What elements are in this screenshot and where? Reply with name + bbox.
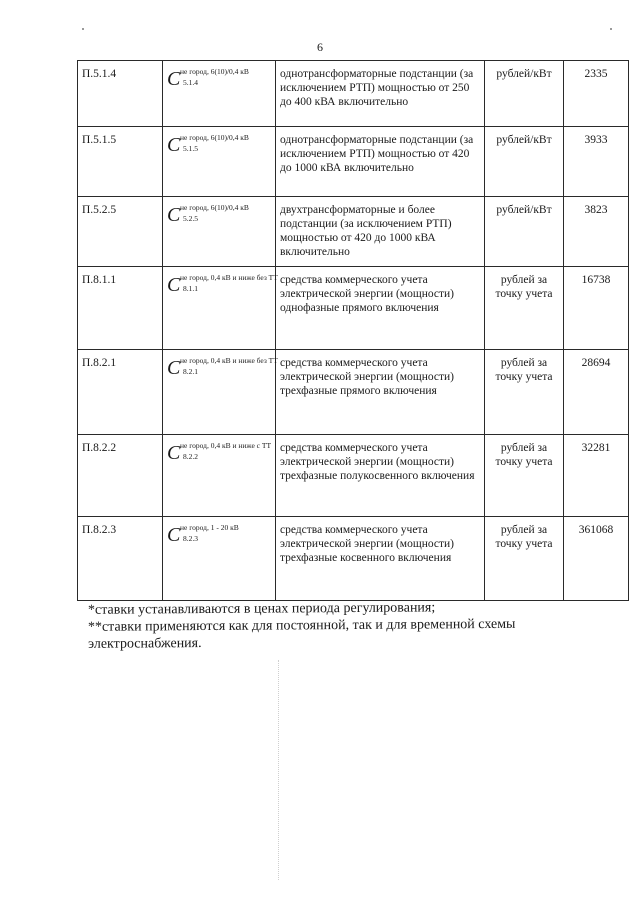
row-unit: рублей/кВт [485, 127, 564, 197]
footnotes [88, 600, 608, 651]
formula-symbol: C [167, 204, 181, 226]
formula-symbol: C [167, 134, 181, 156]
row-code: П.5.1.5 [78, 127, 163, 197]
row-code: П.5.1.4 [78, 61, 163, 127]
formula-superscript: не город, 0,4 кВ и ниже без ТТ [180, 273, 278, 282]
row-description: однотрансформаторные подстанции (за исключением РТП) мощностью от 420 до 1000 кВА включительно [276, 127, 485, 197]
rate-formula [163, 267, 276, 350]
rate-formula [163, 127, 276, 197]
formula-superscript: не город, 1 - 20 кВ [180, 523, 239, 532]
table-row [78, 267, 629, 350]
formula-symbol: C [167, 274, 181, 296]
formula-subscript: 8.2.1 [183, 367, 198, 376]
row-description: средства коммерческого учета электрической энергии (мощности) трехфазные полукосвенного включения [276, 435, 485, 517]
rate-formula [163, 350, 276, 435]
formula-superscript: не город, 0,4 кВ и ниже без ТТ [180, 356, 278, 365]
row-value: 361068 [564, 517, 629, 601]
row-unit: рублей за точку учета [485, 517, 564, 601]
row-description: средства коммерческого учета электрической энергии (мощности) трехфазные прямого включения [276, 350, 485, 435]
scan-artifact [278, 660, 280, 880]
row-description: средства коммерческого учета электрической энергии (мощности) однофазные прямого включения [276, 267, 485, 350]
row-unit: рублей/кВт [485, 61, 564, 127]
footnote-supply-scheme: **ставки применяются как для постоянной, так и для временной схемы электроснабжения. [87, 616, 516, 652]
row-value: 32281 [564, 435, 629, 517]
row-value: 2335 [564, 61, 629, 127]
row-code: П.8.2.3 [78, 517, 163, 601]
formula-subscript: 8.1.1 [183, 284, 198, 293]
formula-symbol: C [167, 68, 181, 90]
row-code: П.5.2.5 [78, 197, 163, 267]
formula-subscript: 8.2.3 [183, 534, 198, 543]
rate-formula [163, 517, 276, 601]
formula-superscript: не город, 6(10)/0,4 кВ [180, 67, 249, 76]
formula-superscript: не город, 6(10)/0,4 кВ [180, 203, 249, 212]
row-value: 3933 [564, 127, 629, 197]
rates-table [77, 60, 629, 601]
row-unit: рублей за точку учета [485, 435, 564, 517]
row-value: 16738 [564, 267, 629, 350]
row-code: П.8.2.1 [78, 350, 163, 435]
footnote-regulation-period: *ставки устанавливаются в ценах периода регулирования; [87, 600, 436, 618]
table-row [78, 127, 629, 197]
formula-symbol: C [167, 524, 181, 546]
formula-symbol: C [167, 442, 181, 464]
row-description: однотрансформаторные подстанции (за исключением РТП) мощностью от 250 до 400 кВА включительно [276, 61, 485, 127]
row-value: 28694 [564, 350, 629, 435]
rate-formula [163, 61, 276, 127]
row-code: П.8.1.1 [78, 267, 163, 350]
formula-symbol: C [167, 357, 181, 379]
row-unit: рублей за точку учета [485, 267, 564, 350]
row-unit: рублей/кВт [485, 197, 564, 267]
rate-formula [163, 197, 276, 267]
rate-formula [163, 435, 276, 517]
formula-subscript: 5.1.4 [183, 78, 198, 87]
formula-superscript: не город, 0,4 кВ и ниже с ТТ [180, 441, 272, 450]
formula-superscript: не город, 6(10)/0,4 кВ [180, 133, 249, 142]
table-row [78, 350, 629, 435]
formula-subscript: 5.1.5 [183, 144, 198, 153]
row-unit: рублей за точку учета [485, 350, 564, 435]
page-number: 6 [317, 40, 323, 54]
scan-artifact [82, 28, 84, 30]
formula-subscript: 8.2.2 [183, 452, 198, 461]
row-description: двухтрансформаторные и более подстанции (за исключением РТП) мощностью от 420 до 1000 кВА включительно [276, 197, 485, 267]
scan-artifact [610, 28, 612, 30]
formula-subscript: 5.2.5 [183, 214, 198, 223]
table-row [78, 517, 629, 601]
row-code: П.8.2.2 [78, 435, 163, 517]
row-value: 3823 [564, 197, 629, 267]
row-description: средства коммерческого учета электрической энергии (мощности) трехфазные косвенного включения [276, 517, 485, 601]
table-row [78, 435, 629, 517]
table-row [78, 61, 629, 127]
table-row [78, 197, 629, 267]
